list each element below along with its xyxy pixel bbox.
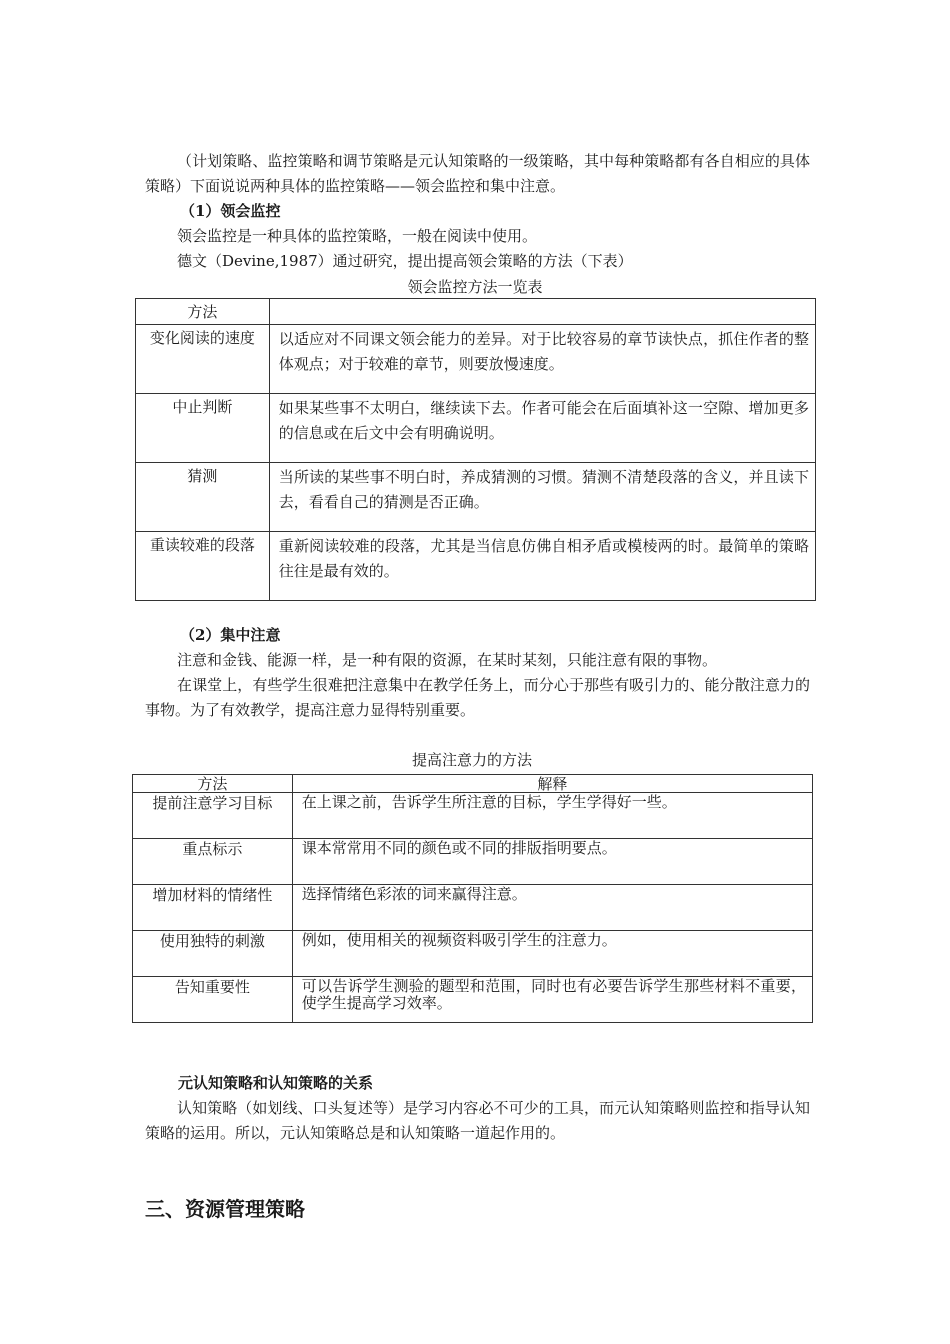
table-header-row: [133, 775, 813, 793]
section-heading-relationship: 元认知策略和认知策略的关系: [178, 1074, 374, 1092]
desc-cell: 例如，使用相关的视频资料吸引学生的注意力。: [292, 931, 812, 977]
table-row: [133, 977, 813, 1023]
desc-cell: 可以告诉学生测验的题型和范围，同时也有必要告诉学生那些材料不重要，使学生提高学习效率。: [292, 977, 812, 1023]
table-row: [133, 793, 813, 839]
method-cell: 猜测: [136, 463, 270, 532]
table1-caption: 领会监控方法一览表: [407, 278, 543, 296]
table2-caption: 提高注意力的方法: [411, 751, 532, 769]
chapter-heading: 三、资源管理策略: [145, 1197, 305, 1221]
attention-paragraph-1: 注意和金钱、能源一样，是一种有限的资源，在某时某刻，只能注意有限的事物。: [177, 651, 718, 669]
attention-paragraph-2: 在课堂上，有些学生很难把注意集中在教学任务上，而分心于那些有吸引力的、能分散注意力的事物。为了有效教学，提高注意力显得特别重要。: [145, 676, 810, 719]
method-cell: 重点标示: [133, 839, 293, 885]
method-cell: 变化阅读的速度: [136, 325, 270, 394]
devine-paragraph: 德文（Devine,1987）通过研究，提出提高领会策略的方法（下表）: [177, 252, 633, 270]
table-row: [136, 325, 816, 394]
table-header-method: 方法: [133, 775, 293, 793]
method-cell: 使用独特的刺激: [133, 931, 293, 977]
table-row: [133, 839, 813, 885]
desc-cell: 以适应对不同课文领会能力的差异。对于比较容易的章节读快点，抓住作者的整体观点；对于较难的章节，则要放慢速度。: [269, 325, 815, 394]
table-header-desc: 解释: [292, 775, 812, 793]
method-cell: 提前注意学习目标: [133, 793, 293, 839]
desc-cell: 重新阅读较难的段落，尤其是当信息仿佛自相矛盾或模棱两的时。最简单的策略往往是最有效的。: [269, 532, 815, 601]
table-row: [133, 885, 813, 931]
section-heading-attention: （2）集中注意: [180, 626, 281, 644]
relationship-paragraph: 认知策略（如划线、口头复述等）是学习内容必不可少的工具，而元认知策略则监控和指导认知策略的运用。所以，元认知策略总是和认知策略一道起作用的。: [145, 1099, 810, 1142]
table-row: [136, 463, 816, 532]
desc-cell: 选择情绪色彩浓的词来赢得注意。: [292, 885, 812, 931]
attention-methods-table: [132, 774, 813, 1023]
table-row: [136, 532, 816, 601]
desc-cell: 课本常常用不同的颜色或不同的排版指明要点。: [292, 839, 812, 885]
method-cell: 中止判断: [136, 394, 270, 463]
table-row: [133, 931, 813, 977]
desc-cell: 在上课之前，告诉学生所注意的目标，学生学得好一些。: [292, 793, 812, 839]
method-cell: 增加材料的情绪性: [133, 885, 293, 931]
comprehension-intro: 领会监控是一种具体的监控策略，一般在阅读中使用。: [177, 227, 538, 245]
desc-cell: 如果某些事不太明白，继续读下去。作者可能会在后面填补这一空隙、增加更多的信息或在后文中会有明确说明。: [269, 394, 815, 463]
desc-cell: 当所读的某些事不明白时，养成猜测的习惯。猜测不清楚段落的含义，并且读下去，看看自己的猜测是否正确。: [269, 463, 815, 532]
section-heading-comprehension-monitoring: （1）领会监控: [180, 202, 281, 220]
method-cell: 重读较难的段落: [136, 532, 270, 601]
table-header-row: [136, 299, 816, 325]
table-header-desc: [269, 299, 815, 325]
table-row: [136, 394, 816, 463]
table-header-method: 方法: [136, 299, 270, 325]
method-cell: 告知重要性: [133, 977, 293, 1023]
intro-paragraph: （计划策略、监控策略和调节策略是元认知策略的一级策略，其中每种策略都有各自相应的具体策略）下面说说两种具体的监控策略——领会监控和集中注意。: [145, 152, 810, 195]
comprehension-methods-table: [135, 298, 816, 601]
